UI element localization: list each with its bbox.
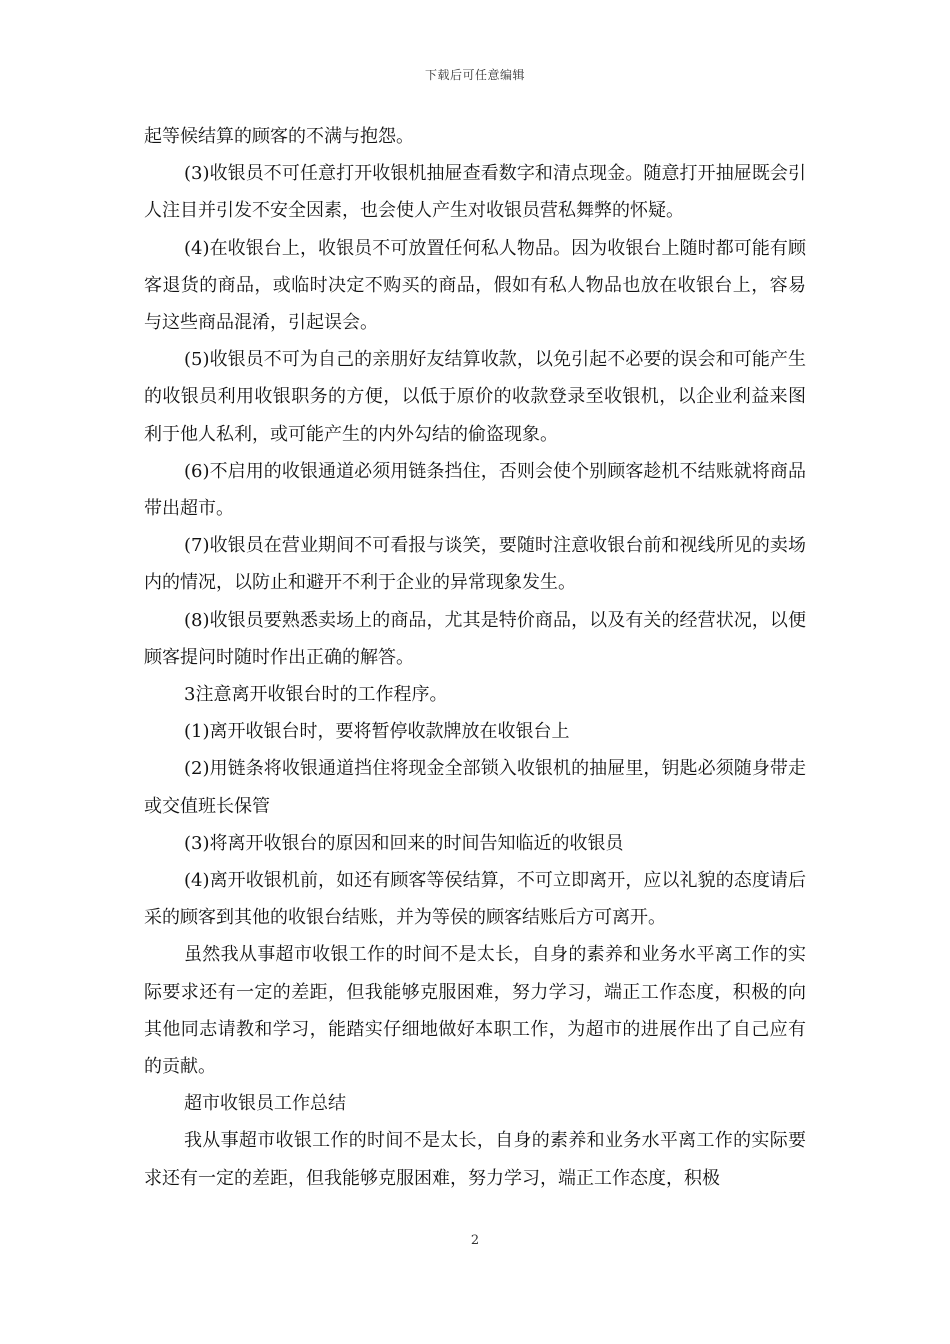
paragraph: 我从事超市收银工作的时间不是太长，自身的素养和业务水平离工作的实际要求还有一定的差距，但我能够克服困难，努力学习，端正工作态度，积极: [144, 1130, 806, 1189]
paragraph: (4)在收银台上，收银员不可放置任何私人物品。因为收银台上随时都可能有顾客退货的商品，或临时决定不购买的商品，假如有私人物品也放在收银台上，容易与这些商品混淆，引起误会。: [144, 237, 806, 334]
paragraph: (3)收银员不可任意打开收银机抽屉查看数字和清点现金。随意打开抽屉既会引人注目并引发不安全因素，也会使人产生对收银员营私舞弊的怀疑。: [144, 163, 806, 222]
page-header: 下载后可任意编辑: [424, 68, 525, 82]
paragraph: (6)不启用的收银通道必须用链条挡住，否则会使个别顾客趁机不结账就将商品带出超市。: [144, 460, 806, 520]
paragraph: (1)离开收银台时，要将暂停收款牌放在收银台上: [184, 721, 570, 743]
paragraph: (4)离开收银机前，如还有顾客等侯结算，不可立即离开，应以礼貌的态度请后采的顾客到其他的收银台结账，并为等侯的顾客结账后方可离开。: [144, 870, 806, 929]
paragraph: (2)用链条将收银通道挡住将现金全部锁入收银机的抽屉里，钥匙必须随身带走或交值班长保管: [144, 758, 806, 817]
paragraph: (8)收银员要熟悉卖场上的商品，尤其是特价商品，以及有关的经营状况，以便顾客提问时随时作出正确的解答。: [144, 609, 806, 668]
page-number: 2: [470, 1233, 480, 1248]
paragraph: 虽然我从事超市收银工作的时间不是太长，自身的素养和业务水平离工作的实际要求还有一定的差距，但我能够克服困难，努力学习，端正工作态度，积极的向其他同志请教和学习，能踏实仔细地做好本职工作，为超市的进展作出了自己应有的贡献。: [144, 944, 806, 1078]
paragraph-continuation: 起等候结算的顾客的不满与抱怨。: [144, 126, 414, 147]
paragraph: (5)收银员不可为自己的亲朋好友结算收款，以免引起不必要的误会和可能产生的收银员利用收银职务的方便，以低于原价的收款登录至收银机，以企业利益来图利于他人私利，或可能产生的内外勾结的偷盗现象。: [144, 349, 806, 445]
document-body: [144, 118, 806, 1197]
paragraph: (3)将离开收银台的原因和回来的时间告知临近的收银员: [184, 832, 624, 854]
paragraph: (7)收银员在营业期间不可看报与谈笑，要随时注意收银台前和视线所见的卖场内的情况，以防止和避开不利于企业的异常现象发生。: [144, 535, 806, 594]
document-title: 超市收银员工作总结: [184, 1093, 346, 1115]
section-heading: 3注意离开收银台时的工作程序。: [184, 684, 448, 706]
